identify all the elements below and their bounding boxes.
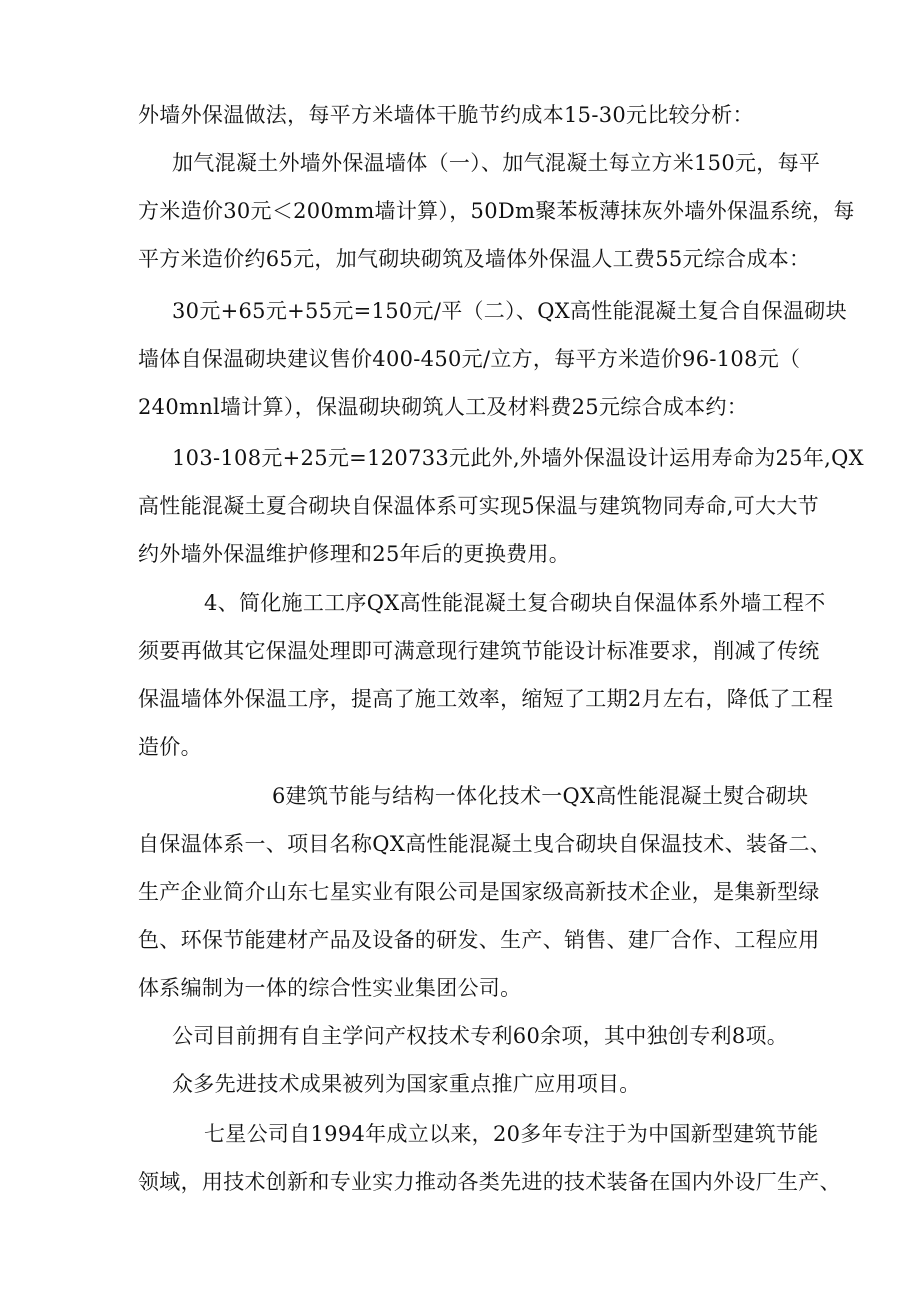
text-line-23: 领域，用技术创新和专业实力推动各类先进的技术装备在国内外设厂生产、 (138, 1170, 841, 1194)
text-line-8: 103-108元+25元=120733元此外,外墙外保温设计运用寿命为25年,QX (172, 446, 864, 470)
text-line-10: 约外墙外保温维护修理和25年后的更换费用。 (138, 542, 571, 566)
text-line-12: 须要再做其它保温处理即可满意现行建筑节能设计标准要求，削减了传统 (138, 639, 820, 663)
text-line-19: 体系编制为一体的综合性实业集团公司。 (138, 976, 522, 1000)
text-line-22: 七星公司自1994年成立以来，20多年专注于为中国新型建筑节能 (204, 1122, 819, 1146)
text-line-3: 方米造价30元＜200mm墙计算），50Dm聚苯板薄抹灰外墙外保温系统，每 (138, 199, 855, 223)
text-line-2: 加气混凝土外墙外保温墙体（一）、加气混凝土每立方米150元，每平 (172, 151, 821, 175)
text-line-21: 众多先进技术成果被列为国家重点推广应用项目。 (172, 1072, 641, 1096)
text-line-11: 4、简化施工工序QX高性能混凝土复合砌块自保温体系外墙工程不 (204, 591, 826, 615)
text-line-7: 240mnl墙计算），保温砌块砌筑人工及材料费25元综合成本约： (138, 395, 749, 419)
text-line-15: 6建筑节能与结构一体化技术一QX高性能混凝土熨合砌块 (272, 784, 809, 808)
text-line-5: 30元+65元+55元=150元/平（二）、QX高性能混凝土复合自保温砌块 (172, 299, 847, 323)
text-line-6: 墙体自保温砌块建议售价400-450元/立方，每平方米造价96-108元（ (138, 347, 801, 371)
text-line-18: 色、环保节能建材产品及设备的研发、生产、销售、建厂合作、工程应用 (138, 928, 820, 952)
text-line-1: 外墙外保温做法，每平方米墙体干脆节约成本15-30元比较分析： (138, 103, 754, 127)
text-line-9: 高性能混凝土夏合砌块自保温体系可实现5保温与建筑物同寿命,可大大节 (138, 494, 819, 518)
text-line-14: 造价。 (138, 735, 202, 759)
text-line-13: 保温墙体外保温工序，提高了施工效率，缩短了工期2月左右，降低了工程 (138, 687, 834, 711)
text-line-20: 公司目前拥有自主学问产权技术专利60余项，其中独创专利8项。 (172, 1024, 789, 1048)
text-line-16: 自保温体系一、项目名称QX高性能混凝土曳合砌块自保温技术、装备二、 (138, 832, 832, 856)
text-line-4: 平方米造价约65元，加气砌块砌筑及墙体外保温人工费55元综合成本： (138, 247, 811, 271)
text-line-17: 生产企业简介山东七星实业有限公司是国家级高新技术企业，是集新型绿 (138, 880, 820, 904)
